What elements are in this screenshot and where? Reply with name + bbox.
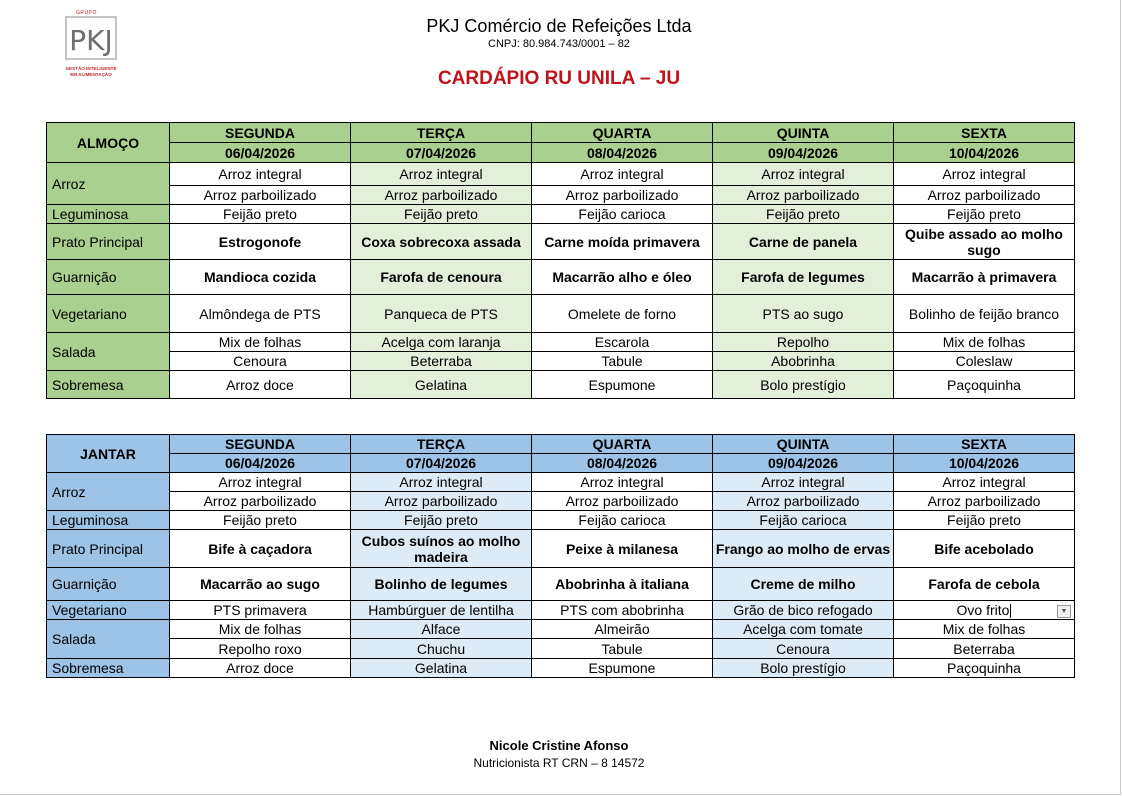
company-name: PKJ Comércio de Refeições Ltda	[426, 16, 692, 36]
lunch-cell[interactable]: Arroz parboilizado	[351, 186, 532, 205]
logo-grupo-text: GRUPO	[76, 10, 97, 16]
dinner-cat-prato[interactable]: Prato Principal	[47, 530, 170, 568]
lunch-cell[interactable]: Abobrinha	[713, 352, 894, 371]
lunch-cell[interactable]: Acelga com laranja	[351, 333, 532, 352]
lunch-cell[interactable]: Estrogonofe	[170, 224, 351, 260]
dinner-cell[interactable]: Feijão carioca	[713, 511, 894, 530]
dinner-cell[interactable]: Mix de folhas	[170, 620, 351, 639]
dinner-cell[interactable]: Arroz doce	[170, 659, 351, 678]
dinner-cell[interactable]: Feijão carioca	[532, 511, 713, 530]
lunch-date-2[interactable]: 08/04/2026	[532, 143, 713, 163]
logo-mark-text: PKJ	[69, 24, 113, 57]
lunch-cell[interactable]: Escarola	[532, 333, 713, 352]
dinner-cell[interactable]: Arroz integral	[894, 473, 1075, 492]
lunch-cell[interactable]: Quibe assado ao molho sugo	[894, 224, 1075, 260]
lunch-cell[interactable]: Arroz integral	[894, 163, 1075, 186]
dinner-cell[interactable]: Feijão preto	[894, 511, 1075, 530]
dinner-date-1[interactable]: 07/04/2026	[351, 454, 532, 473]
lunch-cell[interactable]: Tabule	[532, 352, 713, 371]
lunch-cell[interactable]: Repolho	[713, 333, 894, 352]
lunch-cell[interactable]: PTS ao sugo	[713, 295, 894, 333]
dinner-cell[interactable]: Espumone	[532, 659, 713, 678]
dinner-meal-label[interactable]: JANTAR	[47, 435, 170, 473]
dinner-cell[interactable]: Arroz integral	[351, 473, 532, 492]
dinner-cell[interactable]: PTS com abobrinha	[532, 601, 713, 620]
dinner-cell[interactable]: Frango ao molho de ervas	[713, 530, 894, 568]
dinner-cell[interactable]: Tabule	[532, 639, 713, 659]
lunch-cell[interactable]: Arroz doce	[170, 371, 351, 399]
dinner-cat-sobremesa[interactable]: Sobremesa	[47, 659, 170, 678]
lunch-cell[interactable]: Cenoura	[170, 352, 351, 371]
lunch-cell[interactable]: Paçoquinha	[894, 371, 1075, 399]
lunch-cell[interactable]: Mandioca cozida	[170, 260, 351, 295]
lunch-cell[interactable]: Arroz integral	[532, 163, 713, 186]
dinner-cat-leguminosa[interactable]: Leguminosa	[47, 511, 170, 530]
nutritionist-role: Nutricionista RT CRN – 8 14572	[473, 756, 645, 770]
dinner-cell[interactable]: Arroz integral	[532, 473, 713, 492]
dinner-cell[interactable]: Arroz parboilizado	[532, 492, 713, 511]
dinner-cell[interactable]: Cubos suínos ao molho madeira	[351, 530, 532, 568]
lunch-cat-arroz[interactable]: Arroz	[47, 163, 170, 205]
nutritionist-name: Nicole Cristine Afonso	[489, 738, 629, 753]
lunch-cell[interactable]: Arroz integral	[170, 163, 351, 186]
lunch-cell[interactable]: Espumone	[532, 371, 713, 399]
lunch-cell[interactable]: Feijão preto	[351, 205, 532, 224]
lunch-cell[interactable]: Bolo prestígio	[713, 371, 894, 399]
dinner-cell[interactable]: PTS primavera	[170, 601, 351, 620]
lunch-cat-vegetariano[interactable]: Vegetariano	[47, 295, 170, 333]
lunch-cell[interactable]: Arroz parboilizado	[894, 186, 1075, 205]
lunch-cell[interactable]: Feijão preto	[894, 205, 1075, 224]
lunch-cell[interactable]: Macarrão alho e óleo	[532, 260, 713, 295]
lunch-cat-guarnicao[interactable]: Guarnição	[47, 260, 170, 295]
company-cnpj: CNPJ: 80.984.743/0001 – 82	[488, 38, 630, 50]
lunch-cat-leguminosa[interactable]: Leguminosa	[47, 205, 170, 224]
dinner-cell[interactable]: Paçoquinha	[894, 659, 1075, 678]
dinner-cell[interactable]: Arroz parboilizado	[170, 492, 351, 511]
lunch-cell[interactable]: Carne moída primavera	[532, 224, 713, 260]
dinner-day-row	[47, 435, 1075, 454]
dinner-cell[interactable]: Alface	[351, 620, 532, 639]
lunch-cell[interactable]: Farofa de legumes	[713, 260, 894, 295]
dinner-cat-guarnicao[interactable]: Guarnição	[47, 568, 170, 601]
dinner-cell[interactable]: Bolo prestígio	[713, 659, 894, 678]
lunch-date-1[interactable]: 07/04/2026	[351, 143, 532, 163]
dinner-cell[interactable]: Repolho roxo	[170, 639, 351, 659]
dinner-menu-table	[46, 434, 1075, 678]
lunch-cell[interactable]: Coxa sobrecoxa assada	[351, 224, 532, 260]
dinner-date-0[interactable]: 06/04/2026	[170, 454, 351, 473]
dinner-day-3[interactable]: QUINTA	[713, 435, 894, 454]
dinner-cell[interactable]: Macarrão ao sugo	[170, 568, 351, 601]
lunch-cell[interactable]: Farofa de cenoura	[351, 260, 532, 295]
lunch-cell[interactable]: Arroz integral	[713, 163, 894, 186]
dinner-cell[interactable]: Beterraba	[894, 639, 1075, 659]
dinner-cell[interactable]: Gelatina	[351, 659, 532, 678]
dinner-cell[interactable]: Arroz integral	[170, 473, 351, 492]
lunch-day-row	[47, 123, 1075, 143]
dinner-date-4[interactable]: 10/04/2026	[894, 454, 1075, 473]
lunch-date-4[interactable]: 10/04/2026	[894, 143, 1075, 163]
dinner-cell[interactable]: Bolinho de legumes	[351, 568, 532, 601]
active-cell-text: Ovo frito	[956, 601, 1010, 618]
lunch-cell[interactable]: Panqueca de PTS	[351, 295, 532, 333]
dinner-cell[interactable]: Feijão preto	[170, 511, 351, 530]
dinner-cell[interactable]: Bife acebolado	[894, 530, 1075, 568]
lunch-cell[interactable]: Macarrão à primavera	[894, 260, 1075, 295]
dinner-cell[interactable]: Almeirão	[532, 620, 713, 639]
lunch-cell[interactable]: Bolinho de feijão branco	[894, 295, 1075, 333]
lunch-day-3[interactable]: QUINTA	[713, 123, 894, 143]
dinner-date-3[interactable]: 09/04/2026	[713, 454, 894, 473]
dinner-cell[interactable]: Farofa de cebola	[894, 568, 1075, 601]
dinner-day-2[interactable]: QUARTA	[532, 435, 713, 454]
dinner-cell[interactable]: Arroz parboilizado	[713, 492, 894, 511]
lunch-date-3[interactable]: 09/04/2026	[713, 143, 894, 163]
lunch-cell[interactable]: Coleslaw	[894, 352, 1075, 371]
dinner-cell[interactable]: Chuchu	[351, 639, 532, 659]
dinner-cell[interactable]: Acelga com tomate	[713, 620, 894, 639]
lunch-cell[interactable]: Omelete de forno	[532, 295, 713, 333]
lunch-cell[interactable]: Mix de folhas	[170, 333, 351, 352]
text-cursor	[1010, 604, 1011, 618]
lunch-cell[interactable]: Gelatina	[351, 371, 532, 399]
dinner-cell[interactable]: Abobrinha à italiana	[532, 568, 713, 601]
lunch-cell[interactable]: Feijão preto	[713, 205, 894, 224]
dinner-cat-arroz[interactable]: Arroz	[47, 473, 170, 511]
lunch-menu-table	[46, 122, 1075, 399]
lunch-cell[interactable]: Beterraba	[351, 352, 532, 371]
lunch-cell[interactable]: Carne de panela	[713, 224, 894, 260]
dinner-cat-vegetariano[interactable]: Vegetariano	[47, 601, 170, 620]
lunch-date-0[interactable]: 06/04/2026	[170, 143, 351, 163]
dinner-cell[interactable]: Cenoura	[713, 639, 894, 659]
dropdown-arrow-icon[interactable]: ▼	[1057, 605, 1071, 618]
menu-title: CARDÁPIO RU UNILA – JU	[437, 68, 681, 89]
dinner-cell[interactable]: Bife à caçadora	[170, 530, 351, 568]
dinner-cell[interactable]: Arroz parboilizado	[351, 492, 532, 511]
lunch-day-2[interactable]: QUARTA	[532, 123, 713, 143]
lunch-cat-sobremesa[interactable]: Sobremesa	[47, 371, 170, 399]
dinner-cell[interactable]: Feijão preto	[351, 511, 532, 530]
lunch-meal-label[interactable]: ALMOÇO	[47, 123, 170, 163]
lunch-cell[interactable]: Feijão carioca	[532, 205, 713, 224]
dinner-cell[interactable]: Peixe à milanesa	[532, 530, 713, 568]
dinner-cell[interactable]: Mix de folhas	[894, 620, 1075, 639]
dinner-cell[interactable]: Arroz parboilizado	[894, 492, 1075, 511]
lunch-cell[interactable]: Arroz parboilizado	[713, 186, 894, 205]
logo-tagline: GESTÃO INTELIGENTE EM ALIMENTAÇÃO	[65, 66, 117, 77]
dinner-day-1[interactable]: TERÇA	[351, 435, 532, 454]
lunch-day-0[interactable]: SEGUNDA	[170, 123, 351, 143]
dinner-day-0[interactable]: SEGUNDA	[170, 435, 351, 454]
lunch-day-4[interactable]: SEXTA	[894, 123, 1075, 143]
dinner-date-2[interactable]: 08/04/2026	[532, 454, 713, 473]
lunch-day-1[interactable]: TERÇA	[351, 123, 532, 143]
dinner-date-row	[47, 454, 1075, 473]
dinner-day-4[interactable]: SEXTA	[894, 435, 1075, 454]
dinner-cell[interactable]: Arroz integral	[713, 473, 894, 492]
dinner-cell-active[interactable]	[894, 601, 1075, 620]
dinner-cell[interactable]: Creme de milho	[713, 568, 894, 601]
lunch-cat-salada[interactable]: Salada	[47, 333, 170, 371]
lunch-cell[interactable]: Feijão preto	[170, 205, 351, 224]
lunch-cell[interactable]: Arroz parboilizado	[170, 186, 351, 205]
lunch-cell[interactable]: Almôndega de PTS	[170, 295, 351, 333]
dinner-cat-salada[interactable]: Salada	[47, 620, 170, 659]
lunch-cat-prato[interactable]: Prato Principal	[47, 224, 170, 260]
dinner-cell[interactable]: Hambúrguer de lentilha	[351, 601, 532, 620]
dinner-cell[interactable]: Grão de bico refogado	[713, 601, 894, 620]
lunch-cell[interactable]: Arroz parboilizado	[532, 186, 713, 205]
lunch-date-row	[47, 143, 1075, 163]
lunch-cell[interactable]: Arroz integral	[351, 163, 532, 186]
lunch-cell[interactable]: Mix de folhas	[894, 333, 1075, 352]
